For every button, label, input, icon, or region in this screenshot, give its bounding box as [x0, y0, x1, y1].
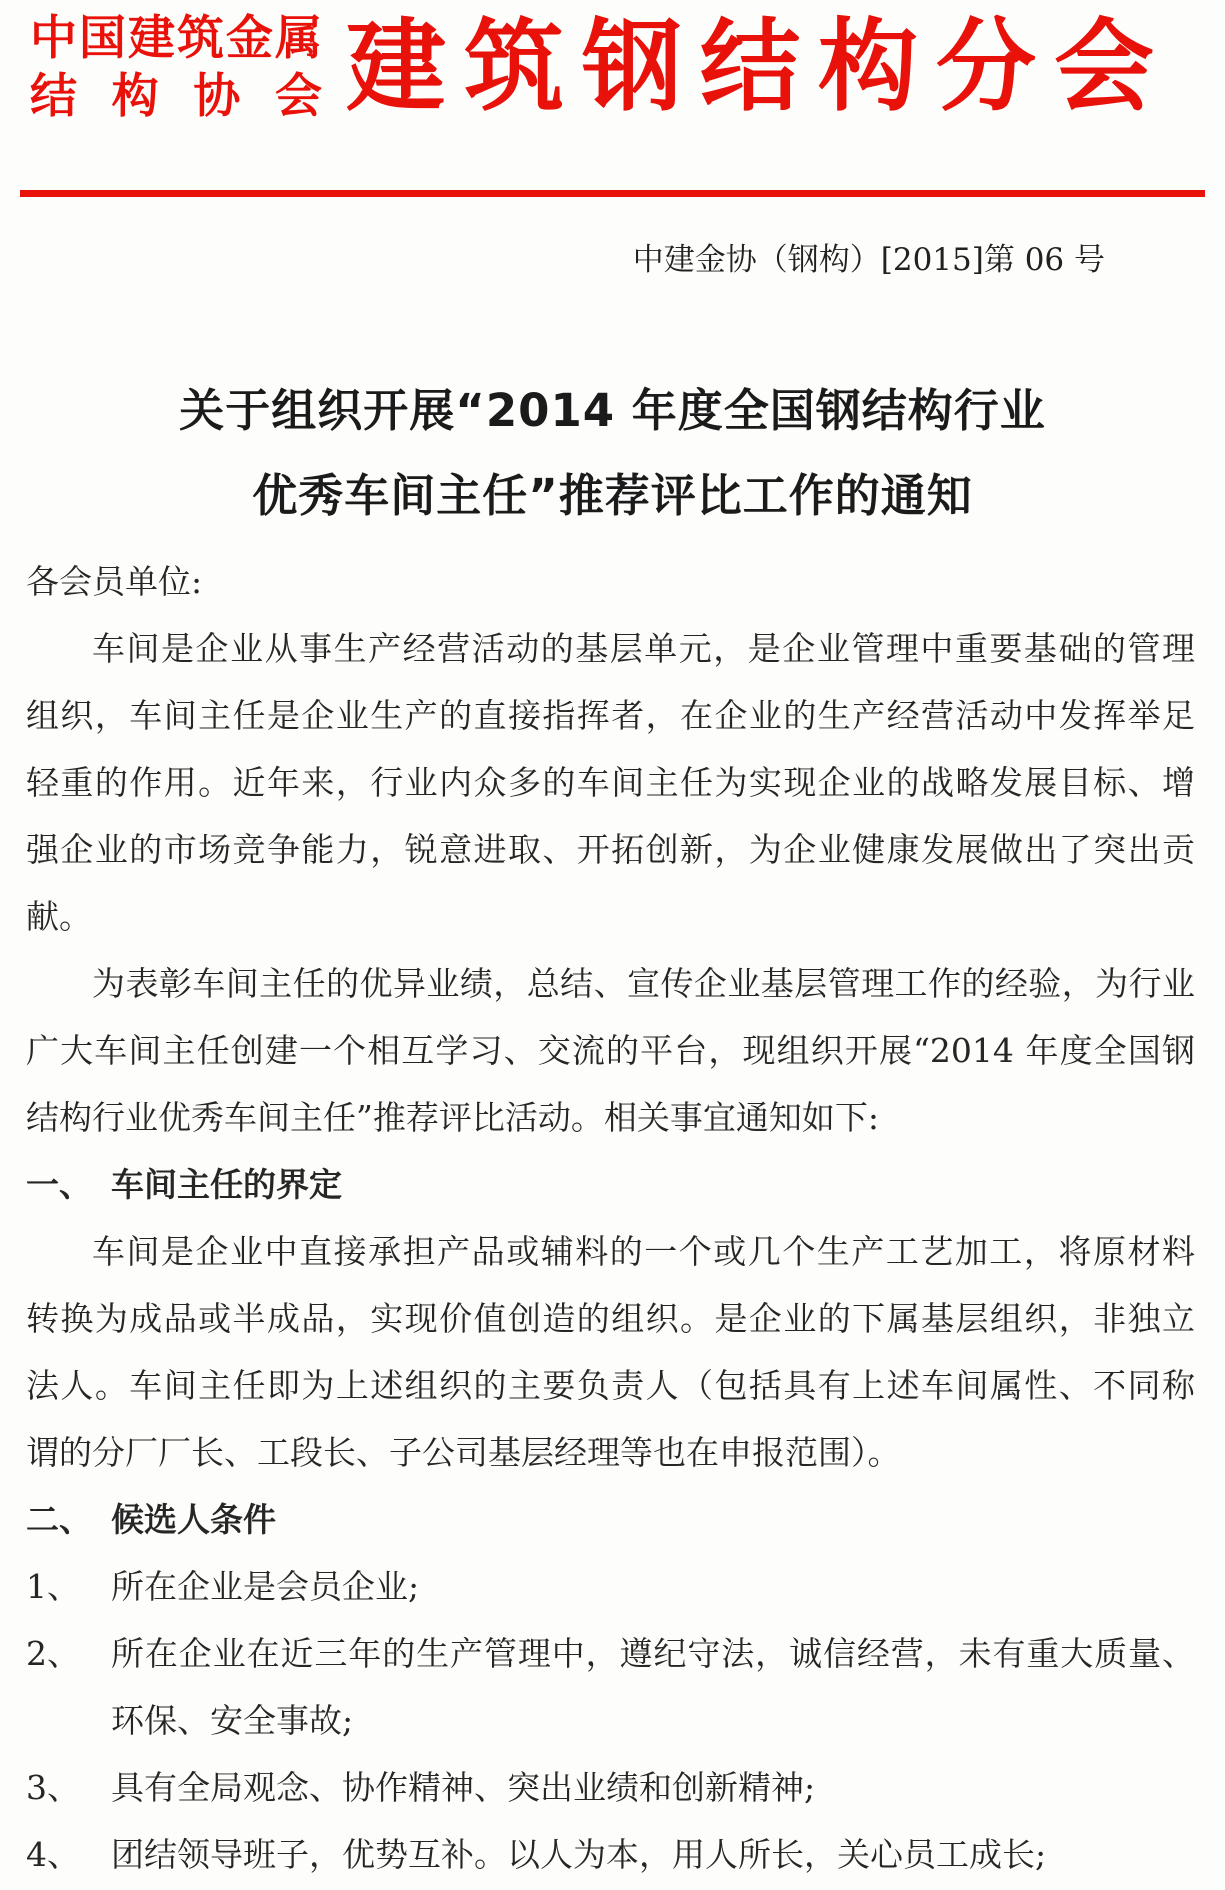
org-name-block	[30, 10, 322, 126]
list-item-text: 所在企业在近三年的生产管理中，遵纪守法，诚信经营，未有重大质量、	[111, 1634, 1195, 1673]
paragraph-line: 献。	[26, 897, 92, 936]
list-item-number: 3、	[26, 1768, 80, 1807]
notice-title-line2: 优秀车间主任”推荐评比工作的通知	[252, 469, 973, 522]
notice-title-line1: 关于组织开展“2014 年度全国钢结构行业	[179, 384, 1046, 437]
list-item-text: 具有全局观念、协作精神、突出业绩和创新精神;	[111, 1768, 816, 1807]
list-item-text: 所在企业是会员企业;	[111, 1567, 420, 1606]
list-item-text: 团结领导班子，优势互补。以人为本，用人所长，关心员工成长;	[111, 1835, 1047, 1874]
paragraph-line: 结构行业优秀车间主任”推荐评比活动。相关事宜通知如下:	[26, 1098, 879, 1137]
section-heading-text: 候选人条件	[111, 1500, 276, 1539]
branch-name: 建筑钢结构分会	[346, 8, 1172, 125]
paragraph-line: 法人。车间主任即为上述组织的主要负责人（包括具有上述车间属性、不同称	[26, 1366, 1195, 1405]
paragraph-line: 转换为成品或半成品，实现价值创造的组织。是企业的下属基层组织，非独立	[26, 1299, 1195, 1338]
list-item-continuation: 环保、安全事故;	[111, 1701, 354, 1740]
letterhead	[0, 0, 1225, 126]
list-item-number: 1、	[26, 1567, 80, 1606]
paragraph-line: 车间是企业从事生产经营活动的基层单元，是企业管理中重要基础的管理	[92, 629, 1195, 668]
document-number: 中建金协（钢构）[2015]第 06 号	[632, 242, 1105, 278]
section-number: 二、	[26, 1500, 92, 1539]
list-item	[26, 1821, 1195, 1888]
list-item	[26, 1553, 1195, 1620]
section-heading	[26, 1151, 1195, 1218]
salutation: 各会员单位:	[26, 562, 203, 601]
paragraph-line: 强企业的市场竞争能力，锐意进取、开拓创新，为企业健康发展做出了突出贡	[26, 830, 1195, 869]
list-item-number: 2、	[26, 1634, 80, 1673]
org-name-line2: 结构协会	[30, 69, 322, 124]
org-name-line1: 中国建筑金属	[30, 11, 322, 66]
red-divider-line	[20, 190, 1205, 197]
list-item-number: 4、	[26, 1835, 80, 1874]
section-heading-text: 车间主任的界定	[111, 1165, 342, 1204]
paragraph-line: 广大车间主任创建一个相互学习、交流的平台，现组织开展“2014 年度全国钢	[26, 1031, 1195, 1070]
paragraph-line: 为表彰车间主任的优异业绩，总结、宣传企业基层管理工作的经验，为行业	[92, 964, 1195, 1003]
paragraph-line: 组织，车间主任是企业生产的直接指挥者，在企业的生产经营活动中发挥举足	[26, 696, 1195, 735]
list-item	[26, 1754, 1195, 1821]
notice-title	[0, 368, 1225, 538]
notice-body	[0, 548, 1225, 1888]
section-heading	[26, 1486, 1195, 1553]
paragraph-line: 轻重的作用。近年来，行业内众多的车间主任为实现企业的战略发展目标、增	[26, 763, 1195, 802]
section-number: 一、	[26, 1165, 92, 1204]
paragraph-line: 谓的分厂厂长、工段长、子公司基层经理等也在申报范围）。	[26, 1433, 901, 1472]
paragraph-line: 车间是企业中直接承担产品或辅料的一个或几个生产工艺加工，将原材料	[92, 1232, 1195, 1271]
list-item	[26, 1620, 1195, 1687]
